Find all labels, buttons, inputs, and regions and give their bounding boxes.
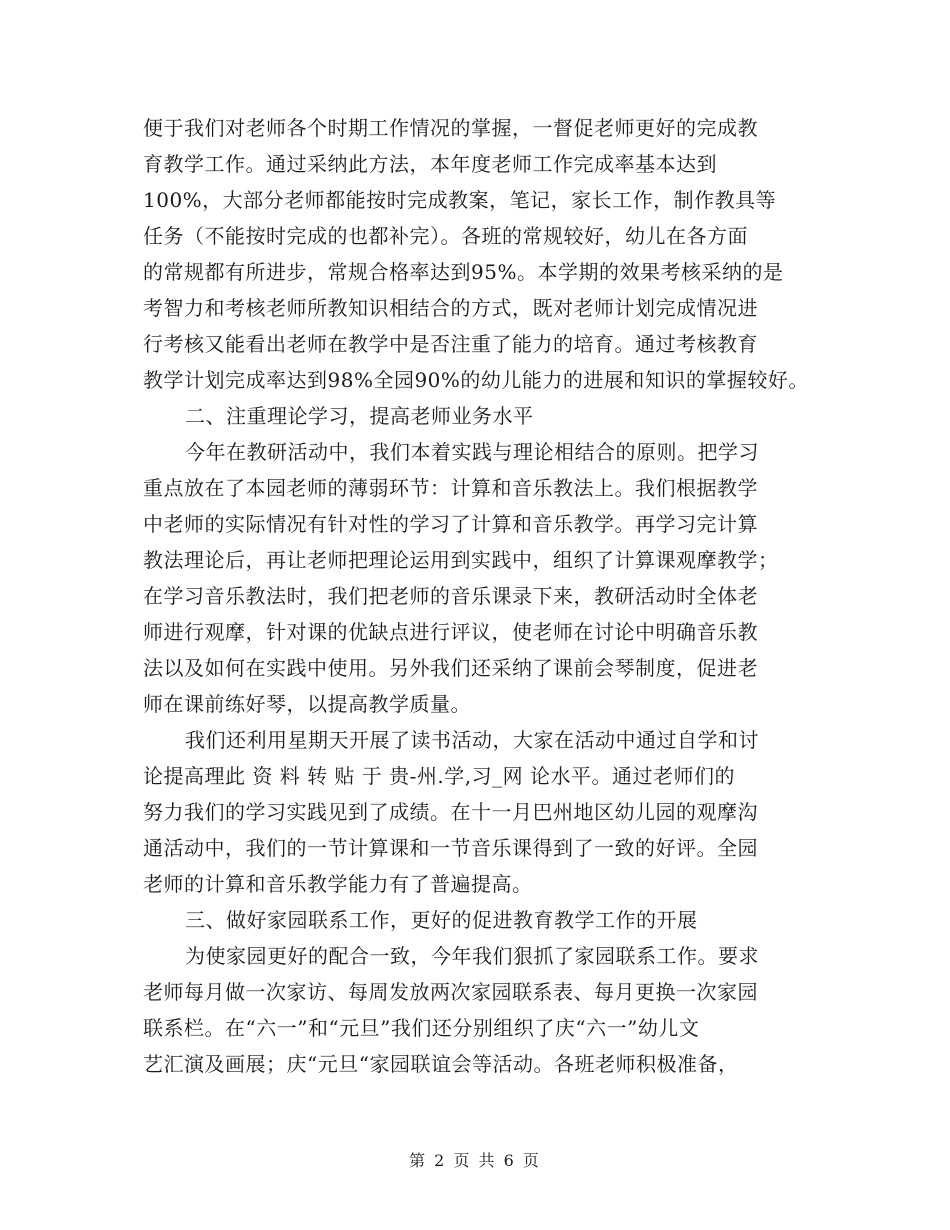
text-line: 师在课前练好琴，以提高教学质量。 xyxy=(143,692,471,716)
text-line: 艺汇演及画展；庆“元旦“家园联谊会等活动。各班老师积极准备， xyxy=(143,1052,739,1076)
text-line: 论提高理此 资 料 转 贴 于 贵-州.学,习_网 论水平。通过老师们的 xyxy=(143,764,735,788)
text-line: 联系栏。在“六一”和“元旦”我们还分别组织了庆“六一”幼儿文 xyxy=(143,1016,700,1040)
text-line: 今年在教研活动中，我们本着实践与理论相结合的原则。把学习 xyxy=(185,440,759,464)
text-line: 教法理论后，再让老师把理论运用到实践中，组织了计算课观摩教学； xyxy=(143,548,779,572)
text-line: 中老师的实际情况有针对性的学习了计算和音乐教学。再学习完计算 xyxy=(143,512,758,536)
text-line: 我们还利用星期天开展了读书活动，大家在活动中通过自学和讨 xyxy=(185,728,759,752)
text-line: 法以及如何在实践中使用。另外我们还采纳了课前会琴制度，促进老 xyxy=(143,656,758,680)
text-line: 100%，大部分老师都能按时完成教案，笔记，家长工作，制作教具等 xyxy=(143,188,777,212)
text-line: 任务（不能按时完成的也都补完）。各班的常规较好，幼儿在各方面 xyxy=(143,224,748,248)
text-line: 为使家园更好的配合一致，今年我们狠抓了家园联系工作。要求 xyxy=(185,944,759,968)
text-line: 便于我们对老师各个时期工作情况的掌握，一督促老师更好的完成教 xyxy=(143,116,758,140)
text-line: 重点放在了本园老师的薄弱环节：计算和音乐教法上。我们根据教学 xyxy=(143,476,758,500)
text-line: 老师的计算和音乐教学能力有了普遍提高。 xyxy=(143,872,533,896)
text-line: 三、做好家园联系工作，更好的促进教育教学工作的开展 xyxy=(185,908,698,932)
text-line: 师进行观摩，针对课的优缺点进行评议，使老师在讨论中明确音乐教 xyxy=(143,620,758,644)
document-body xyxy=(143,110,833,1082)
text-line: 努力我们的学习实践见到了成绩。在十一月巴州地区幼儿园的观摩沟 xyxy=(143,800,758,824)
text-line: 老师每月做一次家访、每周发放两次家园联系表、每月更换一次家园 xyxy=(143,980,758,1004)
text-line: 二、注重理论学习，提高老师业务水平 xyxy=(185,404,534,428)
text-line: 通活动中，我们的一节计算课和一节音乐课得到了一致的好评。全园 xyxy=(143,836,758,860)
page-footer: 第 2 页 共 6 页 xyxy=(409,1151,541,1170)
text-line: 的常规都有所进步，常规合格率达到95%。本学期的效果考核采纳的是 xyxy=(143,260,784,284)
text-line: 考智力和考核老师所教知识相结合的方式，既对老师计划完成情况进 xyxy=(143,296,758,320)
text-line: 教学计划完成率达到98%全园90%的幼儿能力的进展和知识的掌握较好。 xyxy=(143,368,809,392)
text-line: 行考核又能看出老师在教学中是否注重了能力的培育。通过考核教育 xyxy=(143,332,758,356)
text-line: 在学习音乐教法时，我们把老师的音乐课录下来，教研活动时全体老 xyxy=(143,584,758,608)
text-line: 育教学工作。通过采纳此方法，本年度老师工作完成率基本达到 xyxy=(143,152,717,176)
